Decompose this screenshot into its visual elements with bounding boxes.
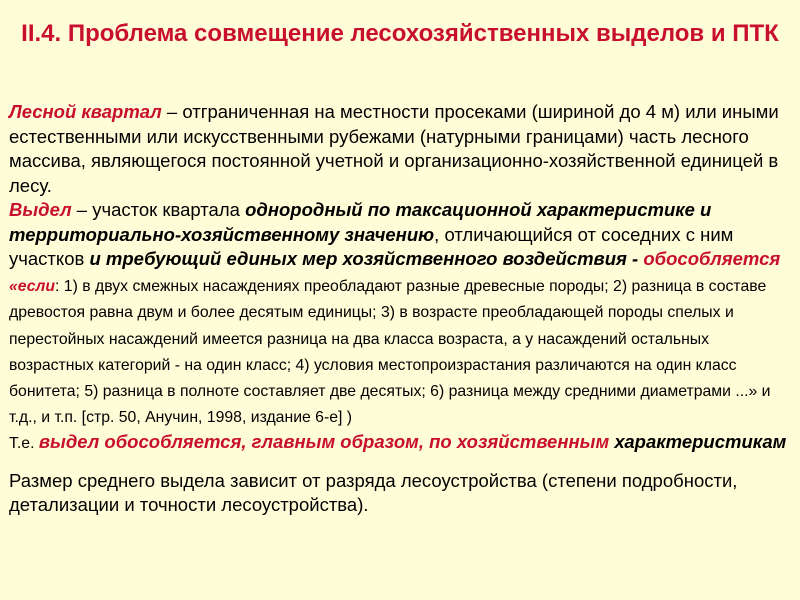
vydel-conclusion: выдел обособляется, главным образом, по хозяйственным [38, 431, 615, 453]
vydel-text-2: , отличающийся от соседних с ним участков [9, 223, 734, 269]
vydel-criteria: : 1) в двух смежных насаждениях преобладают разные древесные породы; 2) разница в составе древостоя равна двум и более десятым единицы; 3) в возрасте преобладающей породы спелых и перестойных насаждений имеется разница на два класса возраста, а у насаждений остальных возрастных категорий - на один класс; 4) условия местопроизрастания различаются на один класс бонитета; 5) разница в полноте составляет две десятых; 6) разница между средними диаметрами ...» и т.д., и т.п. [стр. 50, Анучин, 1998, издание 6-е] ) [9, 278, 771, 427]
vydel-emphasis-red: обособляется [643, 248, 781, 269]
term-vydel: Выдел [9, 199, 72, 220]
average-vydel-size: Размер среднего выдела зависит от разряда лесоустройства (степени подробности, детализации и точности лесоустройства). [9, 469, 738, 516]
vydel-esli: «если [9, 278, 56, 296]
term-forest-quarter: Лесной квартал [9, 101, 162, 122]
slide-title: II.4. Проблема совмещение лесохозяйственных выделов и ПТК [21, 20, 779, 47]
vydel-te: Т.е. [9, 435, 39, 453]
vydel-emphasis-2: и требующий единых мер хозяйственного воздействия - [89, 248, 644, 269]
forest-quarter-definition [9, 100, 791, 198]
vydel-emphasis-1: однородный по таксационной характеристике и территориально-хозяйственному значению [9, 199, 712, 245]
forest-quarter-text: – отграниченная на местности просеками (шириной до 4 м) или иными естественными или искусственными рубежами (натурными границами) часть лесного массива, являющегося постоянной учетной и организационно-хозяйственной единицей в лесу. [9, 101, 779, 196]
slide-content [9, 100, 791, 518]
vydel-definition [9, 198, 791, 457]
vydel-text-1: – участок квартала [71, 199, 246, 220]
vydel-conclusion-end: характеристикам [614, 431, 787, 453]
